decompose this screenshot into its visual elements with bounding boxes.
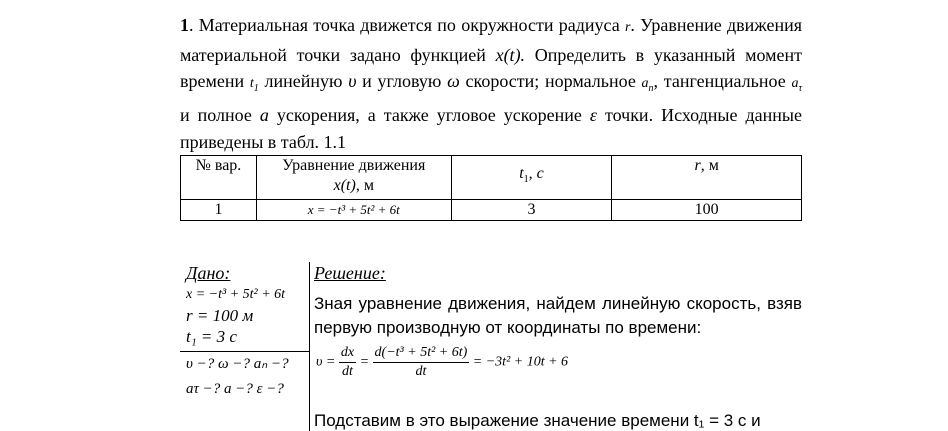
header-r: r, м xyxy=(612,156,802,200)
given-radius: r = 100 м xyxy=(186,306,254,325)
solution-last-line: Подставим в это выражение значение времени t₁ = 3 c и xyxy=(314,411,761,430)
symbol-an: $a_n$ xyxy=(641,76,654,94)
cell-variant: 1 xyxy=(181,200,257,221)
find-line-2: aτ −? a −? ε −? xyxy=(186,381,284,397)
cell-t1: 3 xyxy=(451,200,612,221)
given-title: Дано: xyxy=(186,263,231,283)
problem-number: 1 xyxy=(180,15,189,35)
given-block xyxy=(180,262,310,431)
symbol-a: a xyxy=(259,105,269,126)
solution-title: Решение: xyxy=(314,263,386,283)
problem-statement: 1. Материальная точка движется по окружности радиуса r. Уравнение движения материальной точки задано функцией x(t). Определить в указанный момент времени $t_1$ линейную υ и угловую ω скорости; нормальное $a_n$, тангенциальное $a_\tau$ и полное a ускорения, а также угловое ускорение ε точки. Исходные данные приведены в табл. 1.1 xyxy=(180,15,803,152)
cell-r: 100 xyxy=(612,200,802,221)
function-x-t: x(t). xyxy=(495,44,526,65)
header-variant: № вар. xyxy=(181,156,257,200)
symbol-at: $a_\tau$ xyxy=(791,76,803,94)
symbol-v: υ xyxy=(348,71,357,91)
given-equation: x = −t³ + 5t² + 6t xyxy=(186,287,286,302)
cell-equation: x = −t³ + 5t² + 6t xyxy=(256,200,451,221)
header-t1: $t_1$, c xyxy=(451,156,612,200)
fraction-derivative: $\frac{\text{d(−t³ + 5t² + 6t)}}{dt}$ xyxy=(374,345,468,379)
header-equation: Уравнение движения x(t), м xyxy=(256,156,451,200)
table-row xyxy=(181,200,802,221)
velocity-formula: υ = $\frac{dx}{dt}$ = $\frac{\text{d(−t³ + 5t² + 6t)}}{dt}$ = −3t² + 10t + 6 xyxy=(316,345,569,379)
symbol-epsilon: ε xyxy=(589,105,597,126)
data-table xyxy=(180,155,802,221)
given-time: t₁ = 3 c xyxy=(186,327,237,346)
solution-block xyxy=(314,262,802,340)
fraction-dx-dt: $\frac{dx}{dt}$ xyxy=(340,345,355,379)
formula-result: = −3t² + 10t + 6 xyxy=(472,354,569,370)
find-line-1: υ −? ω −? aₙ −? xyxy=(186,356,289,372)
symbol-omega: ω xyxy=(447,71,460,91)
solution-text: Зная уравнение движения, найдем линейную скорость, взяв первую производную от координаты по времени: xyxy=(314,294,802,337)
symbol-t1: $t_1$ xyxy=(249,76,259,94)
symbol-r: r xyxy=(624,20,631,35)
